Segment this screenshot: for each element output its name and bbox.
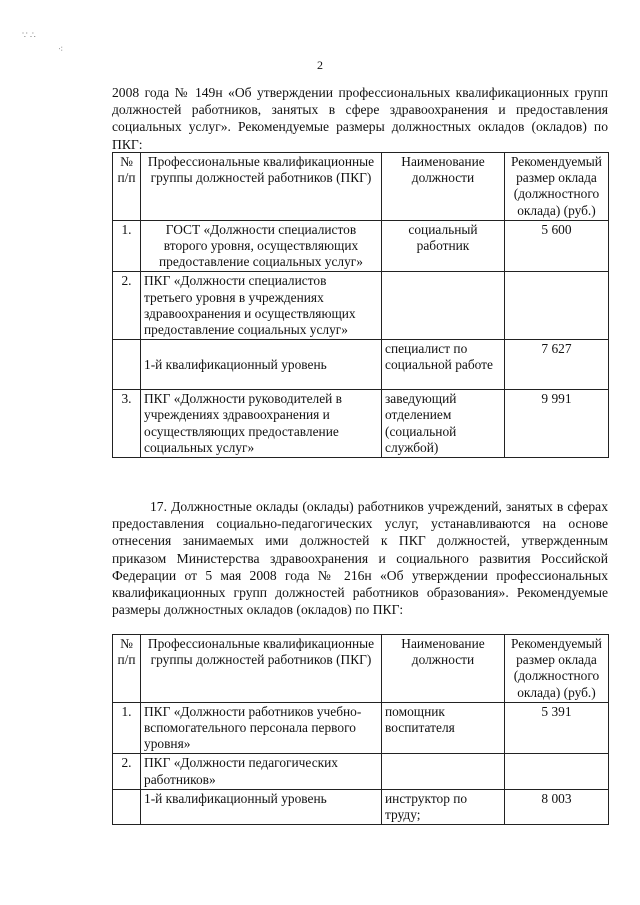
row-salary — [505, 272, 609, 340]
row-num: 1. — [113, 702, 141, 754]
row-num: 2. — [113, 272, 141, 340]
intro-paragraph: 2008 года № 149н «Об утверждении профессиональных квалификационных групп должностей работников, занятых в сфере здравоохранения и предоставления социальных услуг». Рекомендуемые размеры должностных окладов (окладов) по ПКГ: — [112, 85, 608, 152]
row-num: 1. — [113, 220, 141, 272]
row-num — [113, 340, 141, 390]
row-group: ПКГ «Должности педагогических работников» — [141, 754, 382, 789]
row-group: 1-й квалификационный уровень — [141, 340, 382, 390]
row-num: 3. — [113, 390, 141, 458]
page-number: 2 — [317, 58, 323, 72]
row-salary: 9 991 — [505, 390, 609, 458]
header-position: Наименование должности — [382, 635, 505, 703]
row-position: социальный работник — [382, 220, 505, 272]
salary-table-health — [112, 152, 609, 458]
salary-table-education — [112, 634, 609, 825]
row-group: ПКГ «Должности руководителей в учреждениях здравоохранения и осуществляющих предоставление социальных услуг» — [141, 390, 382, 458]
header-position: Наименование должности — [382, 153, 505, 221]
row-group: ГОСТ «Должности специалистов второго уровня, осуществляющих предоставление социальных услуг» — [141, 220, 382, 272]
table-row — [113, 789, 609, 824]
table-header-row — [113, 635, 609, 703]
header-salary: Рекомендуемый размер оклада (должностного оклада) (руб.) — [505, 153, 609, 221]
row-num: 2. — [113, 754, 141, 789]
row-position — [382, 272, 505, 340]
scan-mark: ∵ ∴ — [22, 30, 36, 40]
row-group: ПКГ «Должности специалистов третьего уровня в учреждениях здравоохранения и осуществляющих предоставление социальных услуг» — [141, 272, 382, 340]
row-group: 1-й квалификационный уровень — [141, 789, 382, 824]
row-salary — [505, 754, 609, 789]
table-row — [113, 340, 609, 390]
row-salary: 5 391 — [505, 702, 609, 754]
row-position: специалист по социальной работе — [382, 340, 505, 390]
section-17-paragraph: 17. Должностные оклады (оклады) работников учреждений, занятых в сферах предоставления социально-педагогических услуг, устанавливаются на основе отнесения занимаемых ими должностей к ПКГ должностей, утвержденным приказом Министерства здравоохранения и социального развития Российской Федерации от 5 мая 2008 года № 216н «Об утверждении профессиональных квалификационных групп должностей работников образования». Рекомендуемые размеры должностных окладов (окладов) по ПКГ: — [112, 499, 608, 618]
header-salary: Рекомендуемый размер оклада (должностного оклада) (руб.) — [505, 635, 609, 703]
row-num — [113, 789, 141, 824]
table-row — [113, 702, 609, 754]
scan-mark: ⁖ — [58, 44, 64, 54]
header-num: № п/п — [113, 635, 141, 703]
row-position: заведующий отделением (социальной службой) — [382, 390, 505, 458]
header-group: Профессиональные квалификационные группы должностей работников (ПКГ) — [141, 635, 382, 703]
table-header-row — [113, 153, 609, 221]
row-position: инструктор по труду; — [382, 789, 505, 824]
row-position — [382, 754, 505, 789]
header-num: № п/п — [113, 153, 141, 221]
table-row — [113, 754, 609, 789]
header-group: Профессиональные квалификационные группы должностей работников (ПКГ) — [141, 153, 382, 221]
row-salary: 8 003 — [505, 789, 609, 824]
table-row — [113, 220, 609, 272]
row-position: помощник воспитателя — [382, 702, 505, 754]
table-row — [113, 272, 609, 340]
row-salary: 7 627 — [505, 340, 609, 390]
row-salary: 5 600 — [505, 220, 609, 272]
row-group: ПКГ «Должности работников учебно-вспомогательного персонала первого уровня» — [141, 702, 382, 754]
table-row — [113, 390, 609, 458]
